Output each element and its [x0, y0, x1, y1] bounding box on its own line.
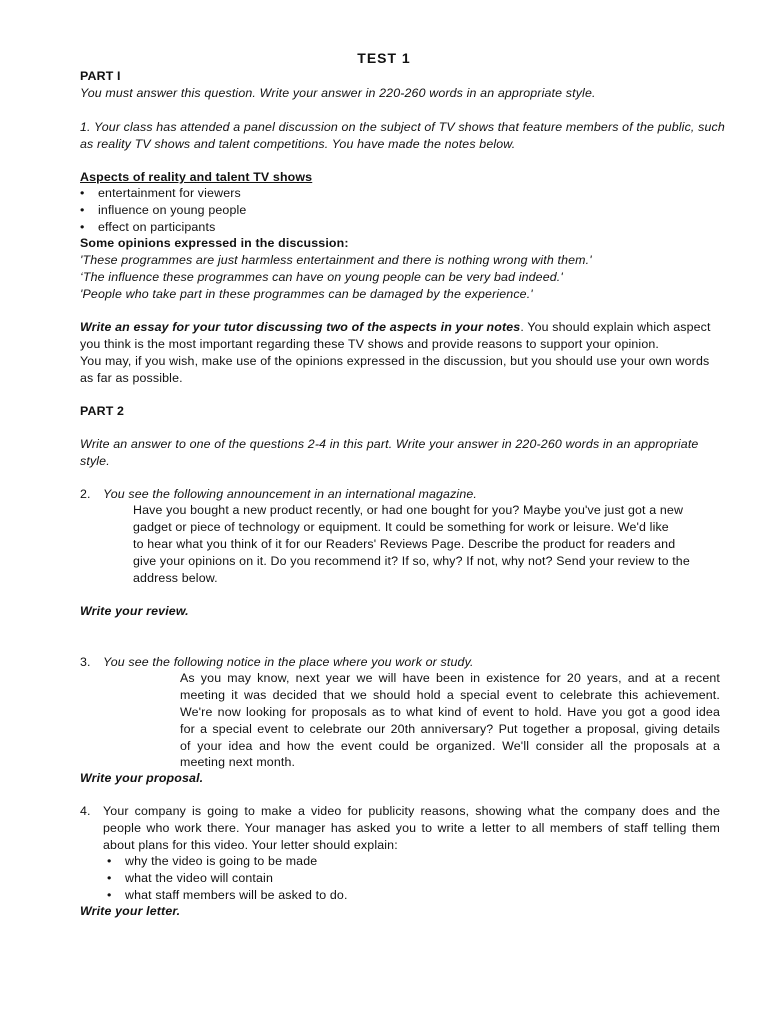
- bullet-icon: •: [80, 203, 85, 217]
- q1-text-line1: 1. Your class has attended a panel discussion on the subject of TV shows that feature members of the public, such: [80, 120, 725, 134]
- bullet-icon: •: [80, 186, 85, 200]
- opinion-quote: ‘The influence these programmes can have on young people can be very bad indeed.': [80, 270, 563, 284]
- q2-announcement-line: address below.: [133, 571, 218, 585]
- part1-instruction: You must answer this question. Write your answer in 220-260 words in an appropriate style.: [80, 86, 596, 100]
- q2-number: 2.: [80, 487, 91, 501]
- q3-task: Write your proposal.: [80, 771, 204, 785]
- q2-announcement-line: to hear what you think of it for our Readers' Reviews Page. Describe the product for readers and: [133, 537, 676, 551]
- q4-text-line: Your company is going to make a video for publicity reasons, showing what the company does and the: [103, 804, 720, 818]
- aspect-item: • effect on participants: [80, 220, 216, 234]
- opinion-quote: 'People who take part in these programmes can be damaged by the experience.': [80, 287, 533, 301]
- q4-number: 4.: [80, 804, 91, 818]
- q4-bullet-item: • why the video is going to be made: [107, 854, 318, 868]
- opinions-heading: Some opinions expressed in the discussion:: [80, 236, 349, 250]
- q3-notice-line: meeting it was decided that we should hold a special event to celebrate this achievement.: [180, 688, 720, 702]
- q1-task-line2: you think is the most important regarding these TV shows and provide reasons to support your opinion.: [80, 337, 660, 351]
- bullet-icon: •: [107, 854, 112, 868]
- opinion-quote: 'These programmes are just harmless entertainment and there is nothing wrong with them.': [80, 253, 592, 267]
- part2-instruction-line2: style.: [80, 454, 110, 468]
- q2-announcement-line: Have you bought a new product recently, or had one bought for you? Maybe you've just got a new: [133, 503, 684, 517]
- q3-notice-line: for a special event to celebrate our 20th anniversary? Put together a proposal, giving details: [180, 722, 720, 736]
- q4-task: Write your letter.: [80, 904, 181, 918]
- q4-bullet-item: • what staff members will be asked to do.: [107, 888, 348, 902]
- q1-task-line1: Write an essay for your tutor discussing two of the aspects in your notes. You should explain which aspect: [80, 320, 711, 334]
- part1-heading: PART I: [80, 69, 121, 83]
- q2-announcement-line: give your opinions on it. Do you recommend it? If so, why? If not, why not? Send your review to the: [133, 554, 690, 568]
- q4-text-line: about plans for this video. Your letter should explain:: [103, 838, 398, 852]
- q3-notice-line: We're now looking for proposals as to what kind of event to hold. Have you got a good idea: [180, 705, 720, 719]
- q3-notice-line: of your idea and how the event could be organized. We'll consider all the proposals at a: [180, 739, 720, 753]
- q2-task: Write your review.: [80, 604, 189, 618]
- aspects-heading: Aspects of reality and talent TV shows: [80, 170, 313, 184]
- bullet-icon: •: [107, 888, 112, 902]
- q1-text-line2: as reality TV shows and talent competitions. You have made the notes below.: [80, 137, 516, 151]
- q3-notice-line: As you may know, next year we will have been in existence for 20 years, and at a recent: [180, 671, 720, 685]
- q4-text-line: people who work there. Your manager has asked you to write a letter to all members of staff telling them: [103, 821, 720, 835]
- q1-task-line4: as far as possible.: [80, 371, 183, 385]
- q2-intro: You see the following announcement in an international magazine.: [103, 487, 477, 501]
- q3-number: 3.: [80, 655, 91, 669]
- q2-announcement-line: gadget or piece of technology or equipment. It could be something for work or leisure. We'd like: [133, 520, 669, 534]
- q4-bullet-item: • what the video will contain: [107, 871, 274, 885]
- q3-notice-line: meeting next month.: [180, 755, 296, 769]
- q3-intro: You see the following notice in the place where you work or study.: [103, 655, 474, 669]
- part2-heading: PART 2: [80, 404, 125, 418]
- aspect-item: • influence on young people: [80, 203, 247, 217]
- part2-instruction-line1: Write an answer to one of the questions 2-4 in this part. Write your answer in 220-260 words in an appropriate: [80, 437, 699, 451]
- bullet-icon: •: [107, 871, 112, 885]
- page-title: TEST 1: [357, 50, 411, 66]
- bullet-icon: •: [80, 220, 85, 234]
- q1-task-line3: You may, if you wish, make use of the opinions expressed in the discussion, but you should use your own words: [80, 354, 710, 368]
- aspect-item: • entertainment for viewers: [80, 186, 241, 200]
